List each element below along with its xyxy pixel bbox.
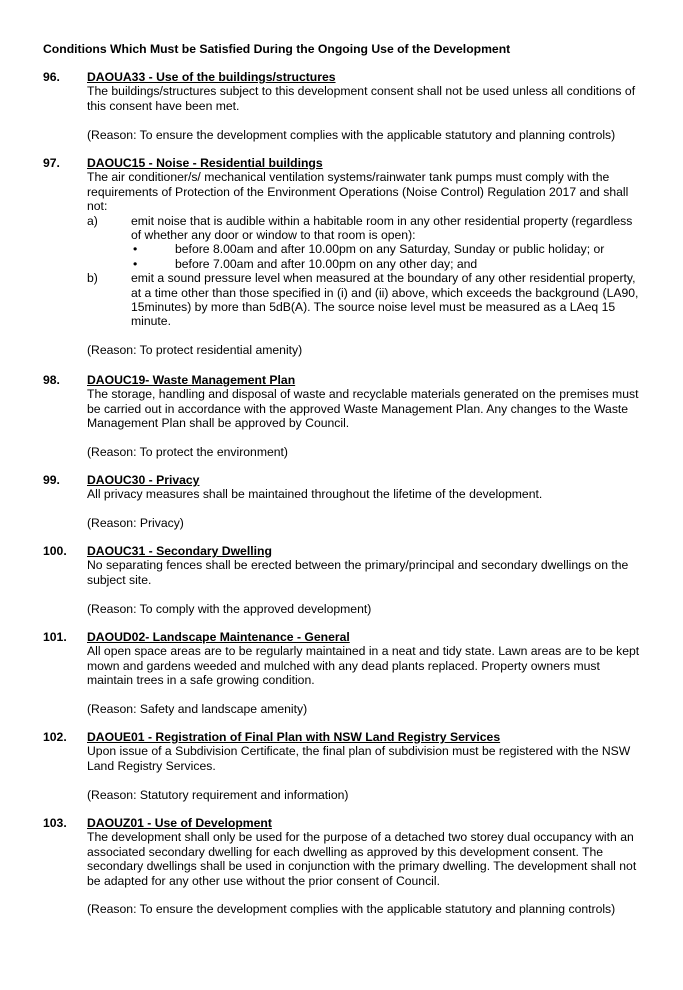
list-item-a	[87, 214, 643, 272]
condition-title: DAOUD02- Landscape Maintenance - General	[87, 630, 350, 644]
condition-reason: (Reason: To protect residential amenity)	[87, 343, 303, 358]
condition-reason: (Reason: Safety and landscape amenity)	[87, 702, 308, 717]
condition-number: 98.	[43, 373, 60, 387]
bullet-icon: •	[133, 242, 138, 257]
condition-number: 100.	[43, 544, 67, 558]
condition-text: The storage, handling and disposal of waste and recyclable materials generated on the premises must be carried out in accordance with the approved Waste Management Plan. Any changes to the Waste Management Plan shall be approved by Council.	[87, 387, 639, 431]
list-item-label: b)	[87, 271, 98, 286]
condition-title: DAOUC31 - Secondary Dwelling	[87, 544, 272, 558]
condition-number: 103.	[43, 816, 67, 830]
condition-reason: (Reason: Statutory requirement and information)	[87, 787, 349, 802]
condition-text: No separating fences shall be erected between the primary/principal and secondary dwellings on the subject site.	[87, 558, 629, 587]
condition-title: DAOUC19- Waste Management Plan	[87, 373, 296, 387]
condition-number: 97.	[43, 156, 60, 170]
condition-number: 102.	[43, 730, 67, 744]
section-heading: Conditions Which Must be Satisfied During the Ongoing Use of the Development	[43, 42, 511, 56]
condition-number: 101.	[43, 630, 67, 644]
condition-title: DAOUZ01 - Use of Development	[87, 816, 272, 830]
list-item-text: emit a sound pressure level when measured at the boundary of any other residential property, at a time other than those specified in (i) and (ii) above, which exceeds the background (LA90, 15minutes) by more than 5dB(A). The source noise level must be measured as a LAeq 15 minute.	[131, 271, 639, 329]
list-item-text: emit noise that is audible within a habitable room in any other residential property (regardless of whether any door or window to that room is open):	[131, 213, 633, 243]
condition-reason: (Reason: To ensure the development complies with the applicable statutory and planning controls)	[87, 127, 616, 142]
condition-text: Upon issue of a Subdivision Certificate, the final plan of subdivision must be registered with the NSW Land Registry Services.	[87, 744, 631, 773]
condition-reason: (Reason: Privacy)	[87, 516, 184, 531]
bullet-item	[131, 257, 643, 271]
bullet-text: before 8.00am and after 10.00pm on any Saturday, Sunday or public holiday; or	[175, 242, 605, 257]
condition-number: 96.	[43, 70, 60, 84]
list-item-b	[87, 271, 643, 329]
bullet-item	[131, 242, 643, 256]
condition-text: The development shall only be used for the purpose of a detached two storey dual occupancy with an associated secondary dwelling for each dwelling as approved by this development consent. The secondary dwellings shall be used in conjunction with the primary dwelling. The development shall not be adapted for any other use without the prior consent of Council.	[87, 830, 637, 888]
list-item-label: a)	[87, 213, 98, 228]
condition-text: All privacy measures shall be maintained throughout the lifetime of the development.	[87, 487, 543, 502]
condition-text: The air conditioner/s/ mechanical ventilation systems/rainwater tank pumps must comply with the requirements of Protection of the Environment Operations (Noise Control) Regulation 2017 and shall not:	[87, 170, 629, 214]
condition-text: The buildings/structures subject to this development consent shall not be used unless all conditions of this consent have been met.	[87, 84, 636, 113]
condition-reason: (Reason: To ensure the development complies with the applicable statutory and planning controls)	[87, 902, 616, 917]
bullet-icon: •	[133, 256, 138, 271]
condition-title: DAOUA33 - Use of the buildings/structures	[87, 70, 336, 84]
condition-title: DAOUC30 - Privacy	[87, 473, 200, 487]
condition-title: DAOUE01 - Registration of Final Plan with NSW Land Registry Services	[87, 730, 501, 744]
condition-number: 99.	[43, 473, 60, 487]
condition-title: DAOUC15 - Noise - Residential buildings	[87, 156, 323, 170]
bullet-text: before 7.00am and after 10.00pm on any other day; and	[175, 256, 478, 271]
condition-text: All open space areas are to be regularly maintained in a neat and tidy state. Lawn areas are to be kept mown and gardens weeded and mulched with any dead plants replaced. Property owners must maintain trees in a safe growing condition.	[87, 644, 640, 688]
condition-reason: (Reason: To protect the environment)	[87, 445, 288, 460]
condition-reason: (Reason: To comply with the approved development)	[87, 601, 372, 616]
